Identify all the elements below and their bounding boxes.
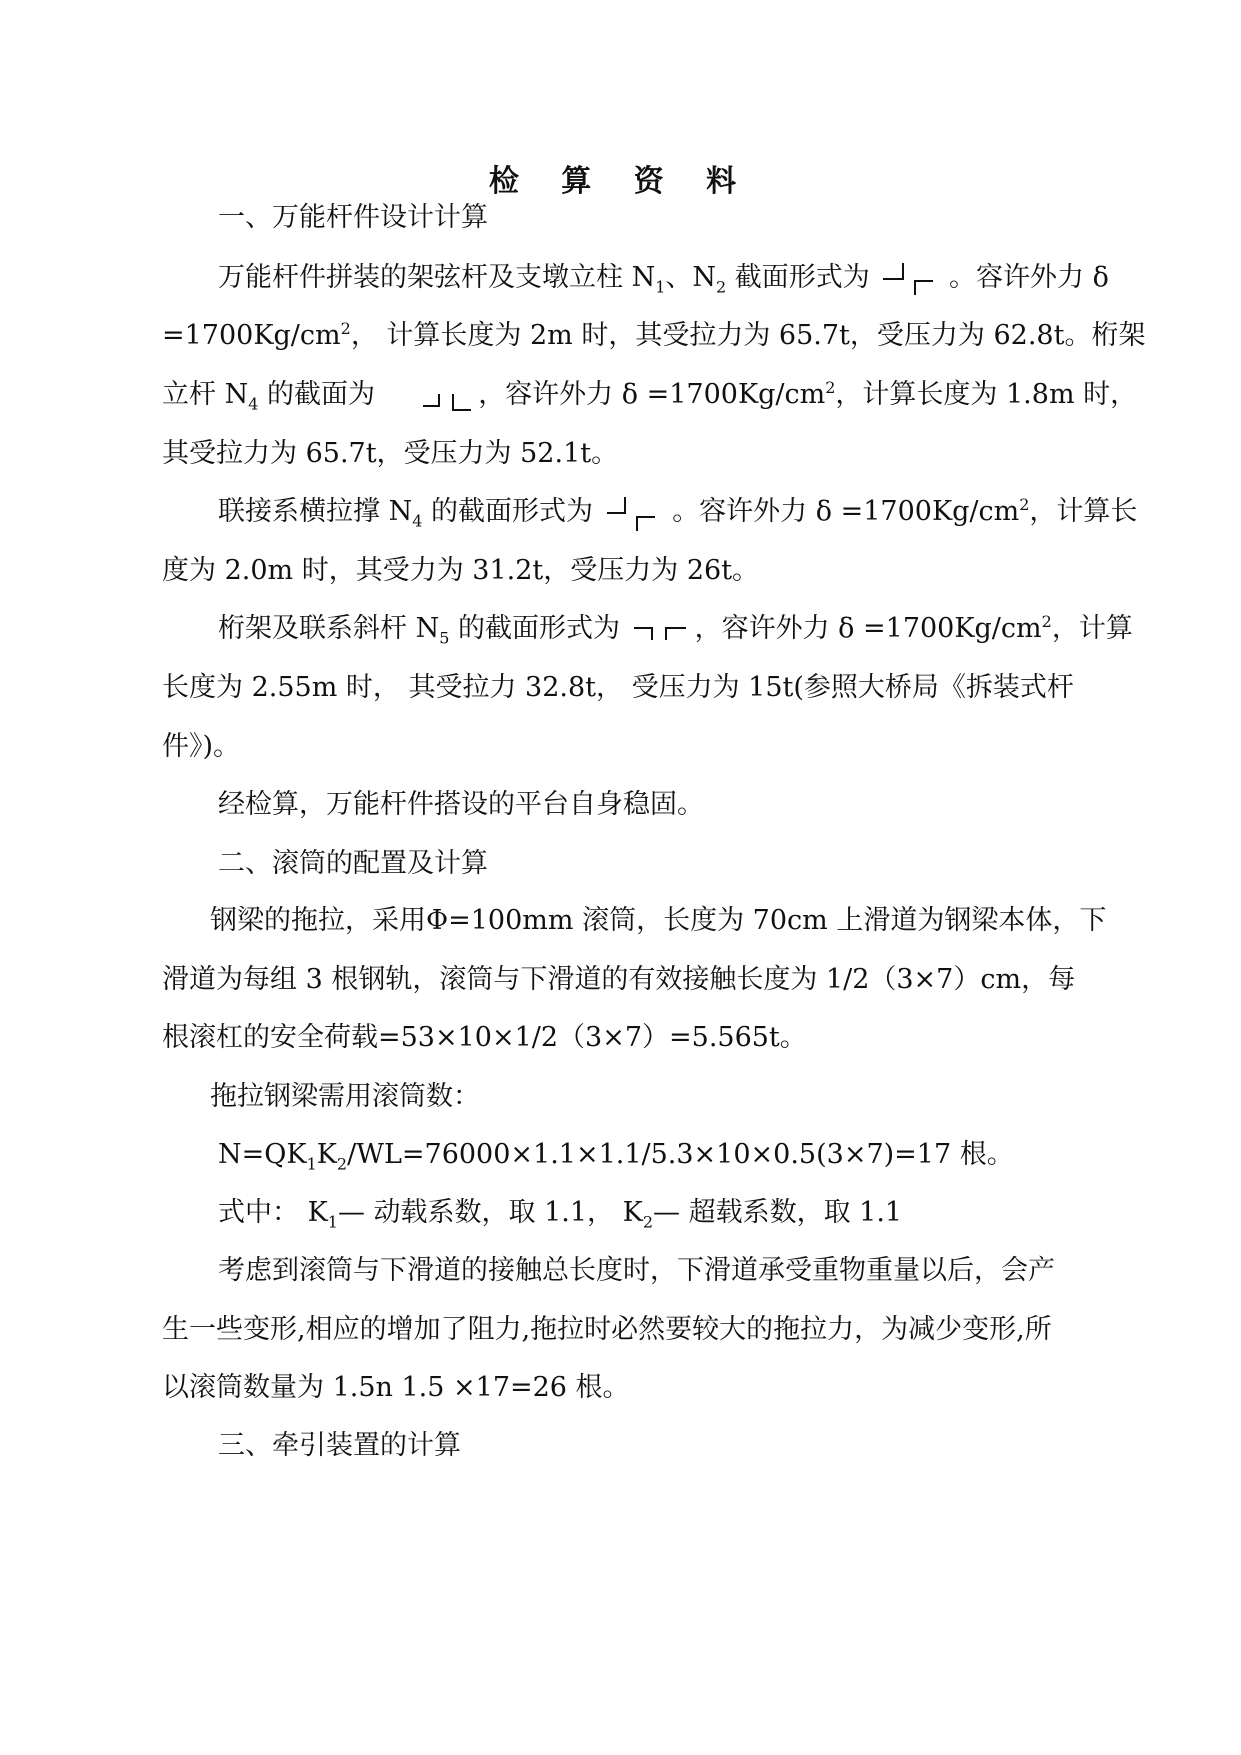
- sec1-p1-line2: $=1700Kg/cm^2$， 计算长度为 2m 时，其受拉力为 65.7t，受压力为 62.8t。桁架: [162, 319, 1146, 351]
- sec2-p1-line3: 根滚杠的安全荷载=53×10×1/2（3×7）=5.565t。: [162, 1022, 807, 1053]
- sec1-p2-line2: 度为 2.0m 时，其受力为 31.2t，受压力为 26t。: [162, 555, 760, 586]
- double-angle-section-symbol: [421, 376, 475, 416]
- diagonal-section-symbol: [632, 610, 692, 650]
- section-1-heading: 一、万能杆件设计计算: [218, 202, 488, 233]
- sec1-p1-line4: 其受拉力为 65.7t，受压力为 52.1t。: [162, 438, 619, 469]
- sec1-p4: 经检算，万能杆件搭设的平台自身稳固。: [218, 789, 704, 820]
- sec1-p3-line2: 长度为 2.55m 时， 其受拉力 32.8t， 受压力为 15t(参照大桥局《拆装式杆: [162, 672, 1074, 703]
- sec1-p1-line3: 立杆 $N_4$ 的截面为 ，容许外力 $\delta =1700Kg/cm^2$，计算长度为 1.8m 时，: [162, 373, 1149, 417]
- sec2-p2: 拖拉钢梁需用滚筒数：: [210, 1081, 480, 1112]
- sec2-p3-line1: 考虑到滚筒与下滑道的接触总长度时，下滑道承受重物重量以后，会产: [218, 1255, 1055, 1286]
- sec1-p3-line3: 件》)。: [162, 731, 241, 762]
- sec2-p3-line2: 生一些变形,相应的增加了阻力,拖拉时必然要较大的拖拉力，为减少变形,所: [162, 1314, 1052, 1345]
- document-title: 检 算 资 料: [488, 164, 753, 199]
- angle-section-symbol: [881, 259, 937, 299]
- sec2-formula: $N=QK_1K_2/WL=76000\times 1.1\times 1.1/5.3\times 10\times 0.5(3\times 7)=17$ 根。: [218, 1139, 1014, 1174]
- sec2-p3-line3: 以滚筒数量为 1.5n 1.5 ×17=26 根。: [162, 1372, 630, 1403]
- sec2-p1-line1: 钢梁的拖拉，采用Φ=100mm 滚筒，长度为 70cm 上滑道为钢梁本体，下: [210, 905, 1107, 936]
- sec1-p1-line1: 万能杆件拼装的架弦杆及支墩立柱 $N_1$、$N_2$ 截面形式为 。容许外力 δ: [218, 256, 1149, 300]
- sec2-where: 式中： $K_1—$ 动载系数，取 1.1， $K_2—$ 超载系数，取 1.1: [218, 1197, 903, 1232]
- section-3-heading: 三、牵引装置的计算: [218, 1430, 461, 1461]
- section-2-heading: 二、滚筒的配置及计算: [218, 848, 488, 879]
- brace-section-symbol: [605, 493, 661, 533]
- sec2-p1-line2: 滑道为每组 3 根钢轨，滚筒与下滑道的有效接触长度为 1/2（3×7）cm，每: [162, 964, 1076, 995]
- sec1-p2-line1: 联接系横拉撑 $N_4$ 的截面形式为 。容许外力 $\delta =1700Kg/cm^2$，计算长: [218, 490, 1149, 534]
- sec1-p3-line1: 桁架及联系斜杆 $N_5$ 的截面形式为 ，容许外力 $\delta =1700Kg/cm^2$，计算: [218, 607, 1149, 651]
